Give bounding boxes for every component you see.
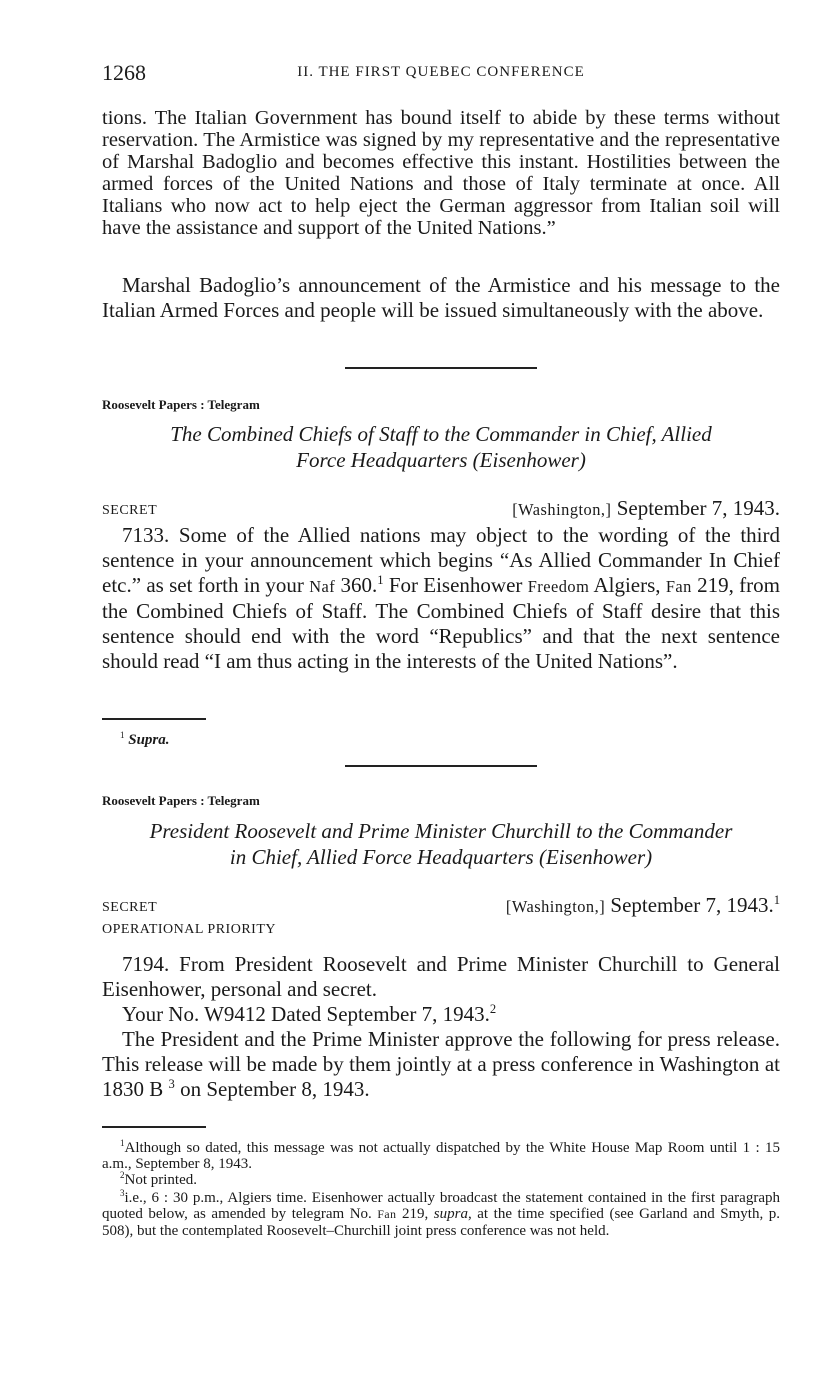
doc1-footnote	[120, 732, 798, 748]
doc1-dateline	[512, 496, 780, 521]
doc2-footnote-3	[102, 1190, 780, 1239]
doc2-paragraph-3-footnote-ref: 3	[168, 1077, 175, 1091]
doc2-footnote-3-text-b: 219,	[396, 1206, 434, 1222]
doc1-footnote-text: Supra.	[128, 732, 170, 748]
doc2-paragraph-3	[102, 1027, 780, 1102]
doc1-body	[102, 523, 780, 674]
doc1-text-5: 219, from the Combined Chiefs of Staff. The Combined Chiefs of Staff desire that this sentence should end with the word “Republics” and that the next sentence should read “I am thus acting in the interests of the United Nations”.	[102, 573, 780, 673]
doc1-title	[102, 421, 780, 473]
doc1-classification: SECRET	[102, 503, 158, 518]
doc2-dateline	[506, 893, 780, 918]
section-divider-2	[345, 765, 537, 767]
page-number: 1268	[102, 60, 146, 85]
doc2-title-line-2: in Chief, Allied Force Headquarters (Eisenhower)	[229, 845, 653, 869]
doc2-classification: SECRET	[102, 900, 158, 915]
doc2-paragraph-2-footnote-ref: 2	[489, 1002, 497, 1016]
doc2-footnote-1-marker: 1	[120, 1138, 125, 1148]
doc2-title	[102, 818, 780, 870]
doc2-footnote-3-text-c: , at the time specified (see Garland and Smyth, p. 508), but the contemplated Roosevelt–Churchill joint press conference was not held.	[102, 1206, 781, 1239]
section-divider	[345, 367, 537, 369]
doc2-footnote-3-fan: Fan	[377, 1208, 397, 1221]
doc2-date-footnote-ref: 1	[773, 893, 780, 907]
doc2-footnote-2-text: Not printed.	[124, 1172, 197, 1188]
doc2-footnote-2	[102, 1172, 780, 1188]
opening-paragraph-2: Marshal Badoglio’s announcement of the Armistice and his message to the Italian Armed Forces and people will be issued simultaneously with the above.	[102, 273, 780, 322]
doc2-footnote-rule	[102, 1126, 206, 1128]
doc1-title-line-1: The Combined Chiefs of Staff to the Commander in Chief, Allied	[170, 422, 712, 446]
doc1-dateline-row	[102, 493, 780, 521]
doc2-footnote-3-supra: supra	[433, 1206, 468, 1222]
doc2-footnote-3-marker: 3	[120, 1188, 125, 1198]
doc2-title-line-1: President Roosevelt and Prime Minister Churchill to the Commander	[149, 819, 733, 843]
doc1-title-line-2: Force Headquarters (Eisenhower)	[296, 448, 586, 472]
running-title: II. THE FIRST QUEBEC CONFERENCE	[297, 64, 585, 80]
doc2-paragraph-3-text-b: on September 8, 1943.	[174, 1077, 370, 1101]
opening-quote	[102, 107, 780, 239]
doc2-footnote-3-text-a: i.e., 6 : 30 p.m., Algiers time. Eisenhower actually broadcast the statement contained in the first paragraph quoted below, as amended by telegram No.	[102, 1190, 780, 1222]
doc1-source: Roosevelt Papers : Telegram	[102, 397, 260, 412]
doc1-naf: Naf	[309, 577, 336, 596]
doc2-paragraph-3-text-a: The President and the Prime Minister approve the following for press release. This release will be made by them jointly at a press conference in Washington at 1830 B	[102, 1027, 780, 1101]
doc1-paragraph	[102, 523, 780, 674]
doc2-footnote-1	[102, 1140, 780, 1172]
doc1-text-2: 360.	[335, 573, 378, 597]
doc1-footnote-rule	[102, 718, 206, 720]
doc1-footnote-ref: 1	[377, 573, 384, 587]
opening-paragraph-2-block	[102, 273, 780, 323]
doc1-footnote-marker: 1	[120, 730, 125, 740]
doc1-fan: Fan	[665, 577, 692, 596]
opening-paragraph-1: tions. The Italian Government has bound itself to abide by these terms without reservation. The Armistice was signed by my representative and the representative of Marshal Badoglio and becomes effective this instant. Hostilities between the armed forces of the United Nations and those of Italy terminate at once. All Italians who now act to help eject the German aggressor from Italian soil will have the assistance and support of the United Nations.”	[102, 107, 780, 239]
doc2-priority: OPERATIONAL PRIORITY	[102, 922, 276, 937]
doc1-date: September 7, 1943.	[616, 496, 780, 520]
doc1-freedom: Freedom	[527, 577, 590, 596]
doc1-text-1: 7133. Some of the Allied nations may object to the wording of the third sentence in your announcement which begins “As Allied Commander In Chief etc.” as set forth in your	[102, 523, 780, 597]
doc2-place: [Washington,]	[505, 897, 606, 916]
doc2-footnote-1-text: Although so dated, this message was not actually dispatched by the White House Map Room until 1 : 15 a.m., September 8, 1943.	[102, 1140, 780, 1172]
doc2-paragraph-2	[102, 1002, 780, 1027]
doc2-dateline-row	[102, 890, 780, 918]
doc1-text-3: For Eisenhower	[383, 573, 528, 597]
doc2-source: Roosevelt Papers : Telegram	[102, 793, 260, 808]
doc1-place: [Washington,]	[512, 500, 612, 519]
doc1-text-4: Algiers,	[589, 573, 666, 597]
page-header	[102, 60, 780, 88]
doc2-paragraph-1: 7194. From President Roosevelt and Prime Minister Churchill to General Eisenhower, personal and secret.	[102, 952, 780, 1001]
doc2-body	[102, 952, 780, 1102]
doc2-date: September 7, 1943.	[610, 893, 774, 917]
doc2-paragraph-2-text: Your No. W9412 Dated September 7, 1943.	[122, 1002, 490, 1026]
doc2-footnote-2-marker: 2	[120, 1170, 125, 1180]
